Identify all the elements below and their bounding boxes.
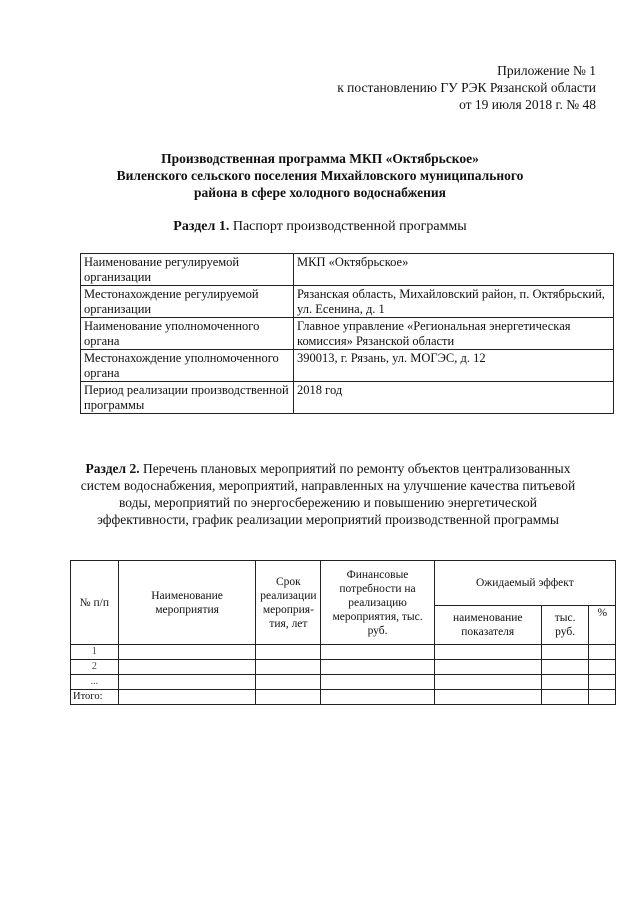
plan-cell xyxy=(541,690,589,705)
plan-cell xyxy=(589,660,616,675)
plan-cell xyxy=(118,675,256,690)
document-title xyxy=(60,150,580,201)
plan-cell xyxy=(118,660,256,675)
col-header-effect: Ожидаемый эффект xyxy=(434,561,615,606)
col-header-name: Наименование мероприятия xyxy=(118,561,256,645)
plan-cell xyxy=(321,660,434,675)
col-header-num: № п/п xyxy=(71,561,119,645)
passport-key: Наименование уполномоченного органа xyxy=(81,318,294,350)
plan-cell xyxy=(589,645,616,660)
plan-cell xyxy=(541,660,589,675)
passport-row xyxy=(81,350,614,382)
plan-cell xyxy=(118,690,256,705)
plan-cell xyxy=(434,645,541,660)
plan-total-label: Итого: xyxy=(71,690,119,705)
title-line-1: Производственная программа МКП «Октябрьское» xyxy=(161,151,479,166)
plan-cell xyxy=(434,660,541,675)
col-header-term: Срок реализации мероприя-тия, лет xyxy=(256,561,321,645)
section-1-label: Раздел 1. xyxy=(173,219,230,234)
plan-cell xyxy=(118,645,256,660)
passport-key: Период реализации производственной программы xyxy=(81,382,294,414)
col-header-percent: % xyxy=(589,606,616,645)
passport-value: 390013, г. Рязань, ул. МОГЭС, д. 12 xyxy=(294,350,614,382)
col-header-indicator: наименование показателя xyxy=(434,606,541,645)
appendix-line-3: от 19 июля 2018 г. № 48 xyxy=(459,97,596,112)
appendix-line-2: к постановлению ГУ РЭК Рязанской области xyxy=(337,80,596,95)
col-header-thousand: тыс. руб. xyxy=(541,606,589,645)
passport-value: 2018 год xyxy=(294,382,614,414)
passport-value: Главное управление «Региональная энергетическая комиссия» Рязанской области xyxy=(294,318,614,350)
passport-value: МКП «Октябрьское» xyxy=(294,254,614,286)
title-line-2: Виленского сельского поселения Михайловского муниципального xyxy=(116,168,524,183)
plan-total-row xyxy=(71,690,616,705)
section-2-text: Перечень плановых мероприятий по ремонту объектов централизованных систем водоснабжения, мероприятий, направленных на улучшение качества питьевой воды, мероприятий по энергосбережению и повышению энергетической эффективности, график реализации мероприятий производственной программы xyxy=(80,461,576,527)
plan-row-number: 1 xyxy=(71,645,119,660)
passport-row xyxy=(81,286,614,318)
plan-cell xyxy=(256,660,321,675)
passport-key: Местонахождение регулируемой организации xyxy=(81,286,294,318)
plan-cell xyxy=(321,675,434,690)
plan-cell xyxy=(321,645,434,660)
section-2-label: Раздел 2. xyxy=(85,461,140,476)
section-1-heading xyxy=(0,219,640,235)
title-line-3: района в сфере холодного водоснабжения xyxy=(194,185,446,200)
plan-table xyxy=(70,560,616,705)
passport-row xyxy=(81,254,614,286)
plan-row-number: ... xyxy=(71,675,119,690)
passport-key: Наименование регулируемой организации xyxy=(81,254,294,286)
passport-row xyxy=(81,382,614,414)
plan-cell xyxy=(541,645,589,660)
plan-row xyxy=(71,645,616,660)
plan-cell xyxy=(256,645,321,660)
plan-row xyxy=(71,660,616,675)
plan-cell xyxy=(434,675,541,690)
section-1-text: Паспорт производственной программы xyxy=(232,219,467,234)
passport-value: Рязанская область, Михайловский район, п. Октябрьский, ул. Есенина, д. 1 xyxy=(294,286,614,318)
plan-cell xyxy=(589,690,616,705)
plan-row xyxy=(71,675,616,690)
plan-cell xyxy=(256,690,321,705)
passport-table xyxy=(80,253,614,414)
plan-cell xyxy=(321,690,434,705)
passport-key: Местонахождение уполномоченного органа xyxy=(81,350,294,382)
section-2-heading xyxy=(78,460,578,528)
plan-cell xyxy=(434,690,541,705)
col-header-finance: Финансовые потребности на реализацию мероприятия, тыс. руб. xyxy=(321,561,434,645)
plan-cell xyxy=(541,675,589,690)
plan-cell xyxy=(256,675,321,690)
appendix-header xyxy=(337,62,596,113)
plan-cell xyxy=(589,675,616,690)
plan-row-number: 2 xyxy=(71,660,119,675)
appendix-line-1: Приложение № 1 xyxy=(497,63,596,78)
passport-row xyxy=(81,318,614,350)
